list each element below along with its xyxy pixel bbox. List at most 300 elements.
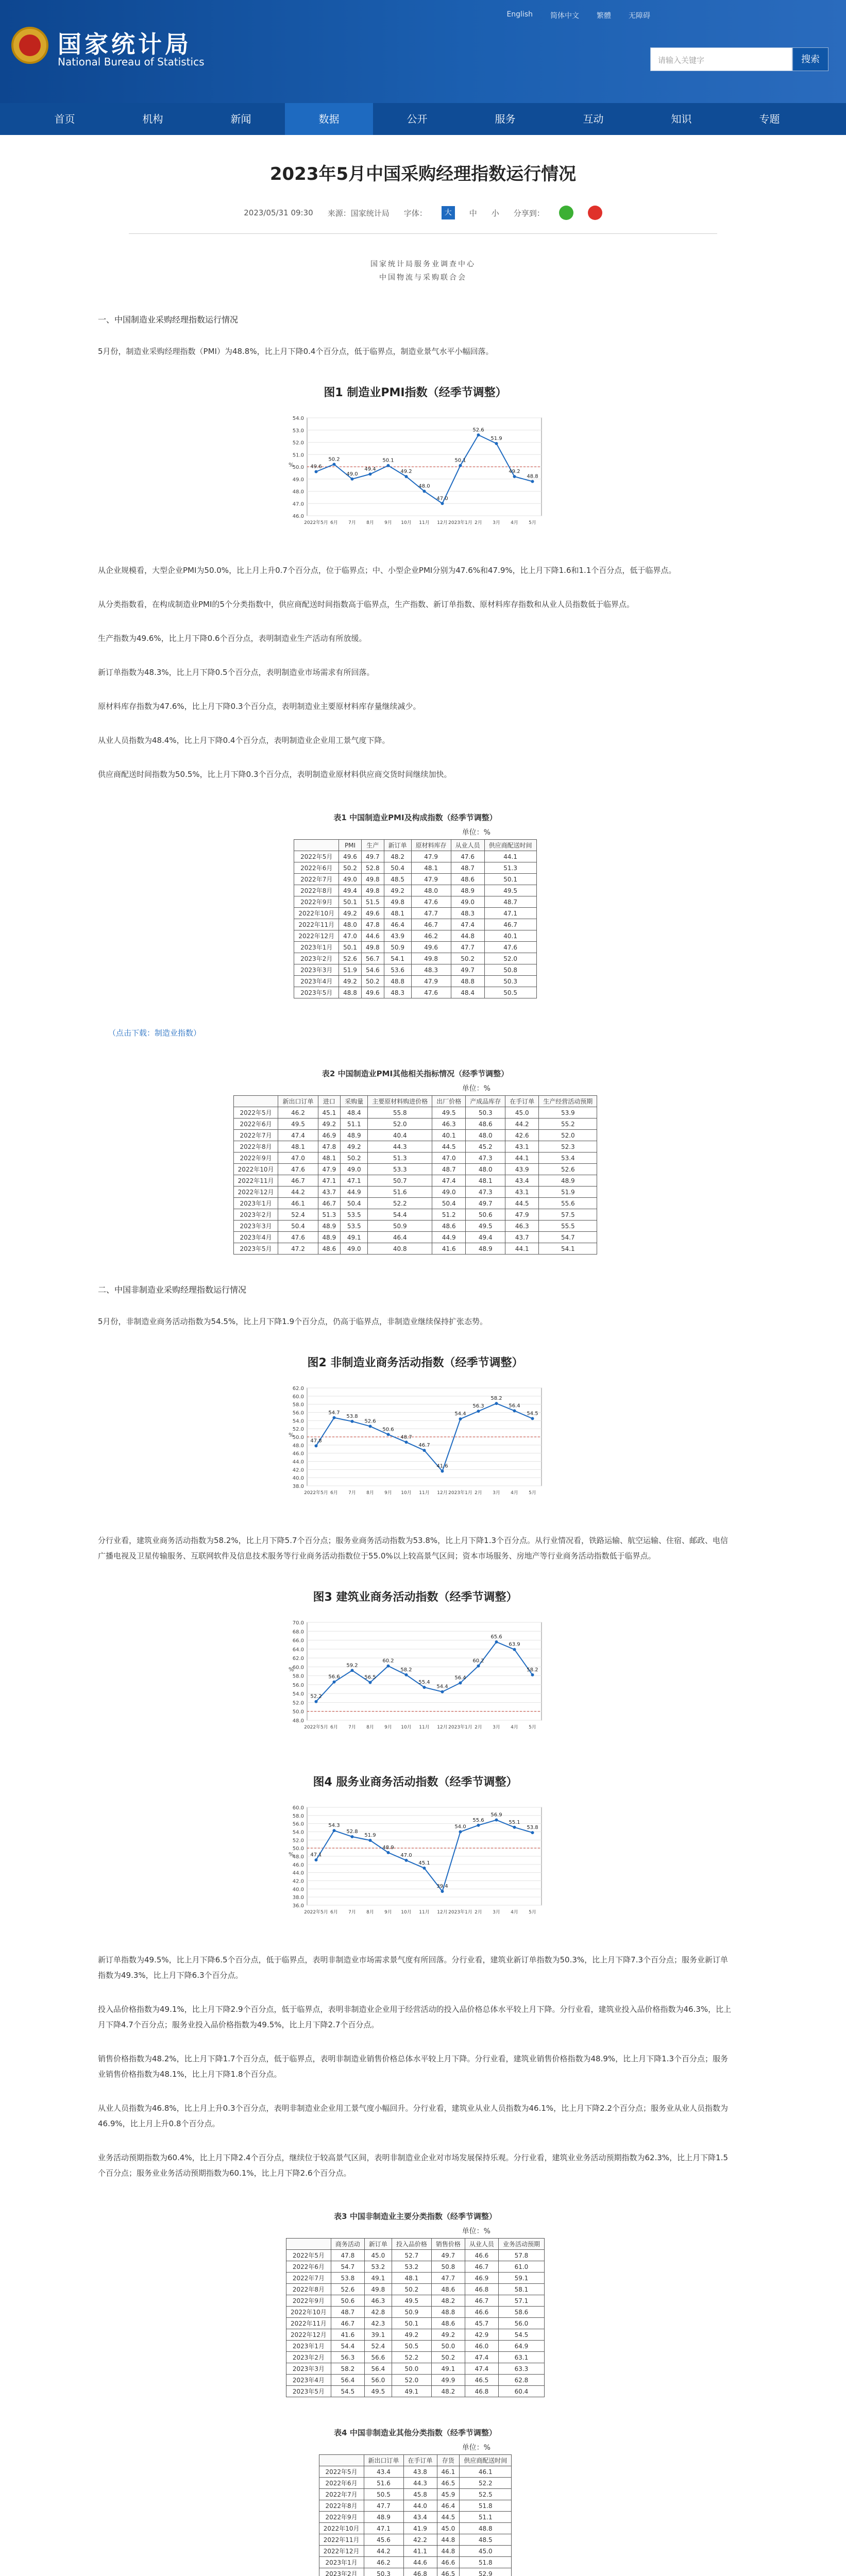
table-cell: 50.3 bbox=[484, 976, 536, 987]
table-row bbox=[233, 1107, 597, 1118]
table-cell: 53.4 bbox=[539, 1153, 597, 1164]
table-cell: 48.2 bbox=[431, 2386, 465, 2397]
data-point bbox=[441, 1470, 444, 1473]
table-cell: 49.8 bbox=[361, 874, 384, 885]
nav-public[interactable]: 公开 bbox=[407, 113, 428, 125]
x-tick-label: 8月 bbox=[366, 1490, 374, 1496]
table-row bbox=[286, 2273, 545, 2284]
table-cell: 2023年3月 bbox=[233, 1221, 278, 1232]
data-point bbox=[351, 1420, 354, 1423]
table-cell: 48.0 bbox=[411, 885, 451, 896]
table-header-cell bbox=[319, 2455, 364, 2466]
table-row bbox=[294, 942, 536, 953]
table-cell: 48.1 bbox=[278, 1141, 318, 1153]
data-label: 49.0 bbox=[346, 471, 358, 477]
download-link[interactable]: （点击下载：制造业指数） bbox=[108, 1028, 201, 1038]
data-point bbox=[495, 1819, 498, 1822]
y-tick-label: 50.0 bbox=[292, 1846, 304, 1852]
table-row bbox=[286, 2318, 545, 2329]
table-cell: 54.5 bbox=[498, 2329, 544, 2341]
table-cell: 49.7 bbox=[431, 2250, 465, 2261]
y-tick-label: 53.0 bbox=[292, 428, 304, 434]
table-cell: 52.2 bbox=[368, 1198, 432, 1209]
table-cell: 2023年2月 bbox=[233, 1209, 278, 1221]
table-cell: 49.7 bbox=[466, 1198, 505, 1209]
table-cell: 49.6 bbox=[361, 908, 384, 919]
table-row bbox=[319, 2568, 512, 2576]
table-row bbox=[319, 2500, 512, 2512]
table-cell: 51.5 bbox=[361, 896, 384, 908]
table-cell: 46.0 bbox=[465, 2341, 498, 2352]
table-header-cell bbox=[294, 840, 339, 851]
table-cell: 43.4 bbox=[505, 1175, 539, 1187]
table-cell: 44.8 bbox=[437, 2546, 460, 2557]
search-button[interactable]: 搜索 bbox=[792, 47, 828, 71]
table-cell: 50.6 bbox=[331, 2295, 364, 2307]
y-tick-label: 42.0 bbox=[292, 1878, 304, 1885]
data-point bbox=[405, 1673, 408, 1676]
x-tick-label: 12月 bbox=[437, 1910, 448, 1915]
data-point bbox=[387, 1851, 390, 1854]
table-cell: 43.1 bbox=[505, 1187, 539, 1198]
table-cell: 51.3 bbox=[484, 862, 536, 874]
table-cell: 49.0 bbox=[341, 1243, 368, 1255]
data-point bbox=[477, 433, 480, 436]
table-4-title: 表4 中国非制造业其他分类指数（经季节调整） bbox=[334, 2428, 497, 2437]
table-cell: 2023年4月 bbox=[294, 976, 339, 987]
y-tick-label: 50.0 bbox=[292, 1435, 304, 1440]
table-unit: 单位：% bbox=[462, 2227, 490, 2235]
table-cell: 49.0 bbox=[451, 896, 484, 908]
publish-date: 2023/05/31 09:30 bbox=[244, 208, 313, 217]
section-2-heading: 二、中国非制造业采购经理指数运行情况 bbox=[98, 1285, 247, 1295]
data-point bbox=[405, 1859, 408, 1862]
table-cell: 2023年1月 bbox=[294, 942, 339, 953]
y-tick-label: 52.0 bbox=[292, 1700, 304, 1706]
x-tick-label: 7月 bbox=[348, 520, 356, 526]
table-cell: 48.7 bbox=[451, 862, 484, 874]
table-cell: 53.2 bbox=[392, 2261, 431, 2273]
table-cell: 45.0 bbox=[364, 2250, 392, 2261]
paragraph: 生产指数为49.6%，比上月下降0.6个百分点，表明制造业生产活动有所放缓。 bbox=[98, 634, 367, 643]
link-simplified[interactable]: 简体中文 bbox=[550, 12, 579, 20]
data-label: 56.4 bbox=[454, 1675, 466, 1681]
table-header-cell: 供应商配送时间 bbox=[484, 840, 536, 851]
table-cell: 52.6 bbox=[339, 953, 362, 964]
y-tick-label: 48.0 bbox=[292, 489, 304, 495]
data-point bbox=[459, 1681, 462, 1684]
data-label: 51.9 bbox=[364, 1833, 376, 1839]
data-point bbox=[495, 1402, 498, 1405]
table-cell: 2022年10月 bbox=[286, 2307, 331, 2318]
data-label: 55.4 bbox=[418, 1680, 430, 1686]
wechat-share-icon[interactable] bbox=[559, 206, 573, 220]
national-emblem-icon bbox=[11, 27, 48, 64]
table-cell: 49.2 bbox=[431, 2329, 465, 2341]
y-tick-label: 50.0 bbox=[292, 1709, 304, 1715]
data-point bbox=[405, 475, 408, 478]
main-nav bbox=[0, 103, 846, 135]
table-row bbox=[233, 1175, 597, 1187]
table-cell: 51.3 bbox=[318, 1209, 341, 1221]
y-tick-label: 50.0 bbox=[292, 465, 304, 470]
table-row bbox=[286, 2341, 545, 2352]
font-small-button[interactable]: 小 bbox=[491, 208, 499, 218]
data-point bbox=[495, 1640, 498, 1643]
table-cell: 43.7 bbox=[505, 1232, 539, 1243]
table-cell: 44.2 bbox=[278, 1187, 318, 1198]
table-cell: 61.0 bbox=[498, 2261, 544, 2273]
table-cell: 47.1 bbox=[341, 1175, 368, 1187]
table-cell: 47.3 bbox=[466, 1187, 505, 1198]
table-cell: 43.1 bbox=[505, 1141, 539, 1153]
table-cell: 57.1 bbox=[498, 2295, 544, 2307]
nav-news[interactable]: 新闻 bbox=[230, 113, 251, 125]
table-cell: 47.7 bbox=[431, 2273, 465, 2284]
table-row bbox=[294, 885, 536, 896]
link-accessibility[interactable]: 无障碍 bbox=[629, 12, 650, 20]
table-cell: 49.4 bbox=[339, 885, 362, 896]
table-cell: 49.2 bbox=[339, 908, 362, 919]
table-cell: 55.8 bbox=[368, 1107, 432, 1118]
y-tick-label: 58.0 bbox=[292, 1402, 304, 1408]
table-cell: 64.9 bbox=[498, 2341, 544, 2352]
table-cell: 48.5 bbox=[460, 2534, 512, 2546]
y-tick-label: 64.0 bbox=[292, 1647, 304, 1653]
data-point bbox=[477, 1665, 480, 1668]
table-cell: 48.3 bbox=[451, 908, 484, 919]
data-label: 59.2 bbox=[346, 1663, 358, 1669]
data-label: 52.2 bbox=[310, 1693, 322, 1700]
table-cell: 49.8 bbox=[361, 885, 384, 896]
data-point bbox=[495, 442, 498, 445]
table-cell: 2023年1月 bbox=[319, 2557, 364, 2568]
data-label: 54.3 bbox=[328, 1823, 340, 1829]
data-point bbox=[531, 1673, 534, 1676]
table-cell: 49.2 bbox=[341, 1141, 368, 1153]
paragraph: 业务活动预期指数为60.4%，比上月下降2.4个百分点，继续位于较高景气区间，表明非制造业企业对市场发展保持乐观。分行业看，建筑业业务活动预期指数为62.3%，比上月下降1.5个百分点；服务业业务活动预期指数为60.1%，比上月下降2.6个百分点。 bbox=[98, 2153, 729, 2178]
paragraph: 投入品价格指数为49.1%，比上月下降2.9个百分点，低于临界点，表明非制造业企业用于经营活动的投入品价格总体水平较上月下降。分行业看，建筑业投入品价格指数为46.3%，比上月下降4.7个百分点；服务业投入品价格指数为49.5%，比上月下降2.7个百分点。 bbox=[98, 2005, 732, 2029]
x-tick-label: 10月 bbox=[401, 1910, 412, 1915]
x-tick-label: 9月 bbox=[384, 1490, 392, 1496]
table-cell: 58.6 bbox=[498, 2307, 544, 2318]
table-cell: 40.8 bbox=[368, 1243, 432, 1255]
x-tick-label: 7月 bbox=[348, 1910, 356, 1915]
table-cell: 2022年12月 bbox=[233, 1187, 278, 1198]
data-label: 50.1 bbox=[454, 457, 466, 464]
table-cell: 63.1 bbox=[498, 2352, 544, 2363]
table-cell: 47.9 bbox=[411, 874, 451, 885]
data-point bbox=[441, 1690, 444, 1693]
data-point bbox=[333, 1416, 336, 1419]
y-tick-label: 56.0 bbox=[292, 1682, 304, 1688]
table-cell: 2022年7月 bbox=[286, 2273, 331, 2284]
x-tick-label: 2023年1月 bbox=[448, 1490, 472, 1496]
table-cell: 47.1 bbox=[318, 1175, 341, 1187]
font-large-button[interactable]: 大 bbox=[442, 206, 455, 219]
data-label: 47.1 bbox=[310, 1852, 322, 1858]
table-cell: 52.2 bbox=[460, 2478, 512, 2489]
table-cell: 48.4 bbox=[341, 1107, 368, 1118]
y-axis-label: % bbox=[289, 1432, 294, 1438]
table-cell: 47.7 bbox=[451, 942, 484, 953]
table-cell: 59.1 bbox=[498, 2273, 544, 2284]
nav-knowledge[interactable]: 知识 bbox=[671, 113, 692, 125]
x-tick-label: 10月 bbox=[401, 1725, 412, 1730]
table-cell: 2022年6月 bbox=[319, 2478, 364, 2489]
table-cell: 50.0 bbox=[431, 2341, 465, 2352]
x-tick-label: 11月 bbox=[419, 1725, 430, 1730]
data-label: 50.1 bbox=[382, 457, 394, 464]
table-cell: 49.4 bbox=[466, 1232, 505, 1243]
table-cell: 46.4 bbox=[437, 2500, 460, 2512]
table-cell: 46.5 bbox=[437, 2478, 460, 2489]
data-point bbox=[531, 1831, 534, 1834]
table-cell: 44.3 bbox=[403, 2478, 437, 2489]
x-tick-label: 5月 bbox=[529, 1490, 536, 1496]
table-header-cell: 供应商配送时间 bbox=[460, 2455, 512, 2466]
data-point bbox=[423, 1867, 426, 1870]
table-row bbox=[294, 964, 536, 976]
table-cell: 2023年5月 bbox=[286, 2386, 331, 2397]
y-tick-label: 51.0 bbox=[292, 452, 304, 459]
table-cell: 48.7 bbox=[331, 2307, 364, 2318]
table-cell: 49.5 bbox=[392, 2295, 431, 2307]
table-cell: 2022年5月 bbox=[319, 2466, 364, 2478]
data-label: 52.6 bbox=[472, 427, 484, 433]
table-cell: 54.4 bbox=[331, 2341, 364, 2352]
table-header-cell: 在手订单 bbox=[403, 2455, 437, 2466]
table-cell: 2022年5月 bbox=[286, 2250, 331, 2261]
chart-4-title: 图4 服务业商务活动指数（经季节调整） bbox=[313, 1776, 518, 1789]
y-axis-label: % bbox=[289, 462, 294, 468]
table-cell: 2022年8月 bbox=[319, 2500, 364, 2512]
table-cell: 50.6 bbox=[466, 1209, 505, 1221]
table-unit: 单位：% bbox=[462, 828, 490, 837]
table-cell: 52.8 bbox=[361, 862, 384, 874]
search-input[interactable]: 请输入关键字 bbox=[650, 47, 792, 71]
table-cell: 56.0 bbox=[364, 2375, 392, 2386]
data-point bbox=[369, 1839, 372, 1842]
font-medium-button[interactable]: 中 bbox=[469, 208, 477, 218]
table-cell: 52.0 bbox=[484, 953, 536, 964]
table-row bbox=[319, 2512, 512, 2523]
table-cell: 47.9 bbox=[318, 1164, 341, 1175]
table-row bbox=[286, 2375, 545, 2386]
table-header-cell: 销售价格 bbox=[431, 2239, 465, 2250]
table-cell: 45.0 bbox=[505, 1107, 539, 1118]
y-axis-label: % bbox=[289, 1666, 294, 1673]
table-cell: 48.1 bbox=[392, 2273, 431, 2284]
table-cell: 43.9 bbox=[505, 1164, 539, 1175]
table-cell: 46.8 bbox=[403, 2568, 437, 2576]
data-label: 52.6 bbox=[364, 1418, 376, 1425]
data-point bbox=[441, 502, 444, 505]
table-cell: 48.1 bbox=[384, 908, 411, 919]
y-tick-label: 42.0 bbox=[292, 1467, 304, 1473]
table-cell: 42.6 bbox=[505, 1130, 539, 1141]
x-tick-label: 8月 bbox=[366, 520, 374, 526]
table-cell: 47.6 bbox=[484, 942, 536, 953]
table-cell: 50.9 bbox=[384, 942, 411, 953]
paragraph: 5月份，非制造业商务活动指数为54.5%，比上月下降1.9个百分点，仍高于临界点，非制造业继续保持扩张态势。 bbox=[98, 1317, 488, 1326]
table-cell: 53.5 bbox=[341, 1209, 368, 1221]
data-label: 55.1 bbox=[509, 1819, 520, 1825]
table-cell: 47.9 bbox=[411, 976, 451, 987]
table-cell: 51.6 bbox=[368, 1187, 432, 1198]
data-label: 58.2 bbox=[527, 1667, 538, 1673]
data-point bbox=[405, 1440, 408, 1444]
table-header-cell: 新出口订单 bbox=[364, 2455, 403, 2466]
table-cell: 53.5 bbox=[341, 1221, 368, 1232]
article-source: 来源：国家统计局 bbox=[327, 208, 390, 218]
table-cell: 56.6 bbox=[364, 2352, 392, 2363]
table-cell: 2023年4月 bbox=[286, 2375, 331, 2386]
table-cell: 49.8 bbox=[411, 953, 451, 964]
link-traditional[interactable]: 繁體 bbox=[597, 12, 611, 20]
table-cell: 49.8 bbox=[361, 942, 384, 953]
table-cell: 44.1 bbox=[484, 851, 536, 862]
table-cell: 63.3 bbox=[498, 2363, 544, 2375]
section-1-heading: 一、中国制造业采购经理指数运行情况 bbox=[98, 315, 239, 325]
weibo-share-icon[interactable] bbox=[588, 206, 602, 220]
table-cell: 50.5 bbox=[392, 2341, 431, 2352]
table-cell: 48.8 bbox=[431, 2307, 465, 2318]
article-body bbox=[0, 313, 846, 2576]
x-tick-label: 3月 bbox=[493, 1725, 500, 1730]
table-cell: 46.4 bbox=[384, 919, 411, 930]
data-label: 54.7 bbox=[328, 1410, 340, 1416]
chart-3-title: 图3 建筑业商务活动指数（经季节调整） bbox=[313, 1591, 518, 1604]
table-cell: 48.6 bbox=[431, 2284, 465, 2295]
table-header-cell bbox=[286, 2239, 331, 2250]
table-cell: 47.0 bbox=[432, 1153, 466, 1164]
data-label: 48.8 bbox=[527, 473, 538, 480]
table-cell: 40.4 bbox=[368, 1130, 432, 1141]
table-cell: 2022年6月 bbox=[286, 2261, 331, 2273]
table-cell: 52.7 bbox=[392, 2250, 431, 2261]
table-cell: 2023年3月 bbox=[294, 964, 339, 976]
data-label: 56.9 bbox=[490, 1812, 502, 1818]
table-cell: 50.9 bbox=[368, 1221, 432, 1232]
data-point bbox=[441, 1890, 444, 1893]
table-cell: 47.9 bbox=[411, 851, 451, 862]
nav-home[interactable]: 首页 bbox=[54, 113, 75, 125]
table-cell: 48.2 bbox=[384, 851, 411, 862]
nav-data[interactable]: 数据 bbox=[285, 103, 373, 135]
table-cell: 51.9 bbox=[539, 1187, 597, 1198]
table-cell: 47.8 bbox=[361, 919, 384, 930]
table-cell: 49.2 bbox=[384, 885, 411, 896]
nav-topics[interactable]: 专题 bbox=[759, 113, 780, 125]
table-cell: 48.9 bbox=[451, 885, 484, 896]
table-row bbox=[233, 1221, 597, 1232]
x-tick-label: 9月 bbox=[384, 520, 392, 526]
x-tick-label: 7月 bbox=[348, 1725, 356, 1730]
y-tick-label: 54.0 bbox=[292, 1418, 304, 1425]
data-point bbox=[513, 1826, 516, 1829]
table-cell: 47.0 bbox=[339, 930, 362, 942]
table-cell: 44.2 bbox=[364, 2546, 403, 2557]
table-row bbox=[233, 1198, 597, 1209]
table-cell: 49.5 bbox=[278, 1118, 318, 1130]
nav-organization[interactable]: 机构 bbox=[142, 113, 163, 125]
table-cell: 48.8 bbox=[460, 2523, 512, 2534]
data-point bbox=[531, 1417, 534, 1420]
table-cell: 49.5 bbox=[432, 1107, 466, 1118]
data-point bbox=[423, 490, 426, 493]
nav-interaction[interactable]: 互动 bbox=[583, 113, 604, 125]
table-cell: 2023年1月 bbox=[286, 2341, 331, 2352]
paragraph: 新订单指数为49.5%，比上月下降6.5个百分点，低于临界点，表明非制造业市场需求景气度有所回落。分行业看，建筑业新订单指数为50.3%，比上月下降7.3个百分点；服务业新订单指数为49.3%，比上月下降6.3个百分点。 bbox=[98, 1955, 729, 1980]
table-cell: 53.9 bbox=[539, 1107, 597, 1118]
table-cell: 53.3 bbox=[368, 1164, 432, 1175]
logo-cn[interactable]: 国家统计局 bbox=[58, 30, 192, 58]
table-header-cell: PMI bbox=[339, 840, 362, 851]
table-cell: 54.1 bbox=[384, 953, 411, 964]
table-cell: 50.1 bbox=[484, 874, 536, 885]
table-cell: 2022年12月 bbox=[294, 930, 339, 942]
table-cell: 2023年5月 bbox=[294, 987, 339, 998]
table-cell: 46.7 bbox=[465, 2295, 498, 2307]
table-cell: 48.6 bbox=[432, 1221, 466, 1232]
y-tick-label: 62.0 bbox=[292, 1656, 304, 1662]
x-tick-label: 11月 bbox=[419, 520, 430, 526]
link-english[interactable]: English bbox=[506, 10, 533, 19]
table-cell: 48.9 bbox=[341, 1130, 368, 1141]
x-tick-label: 4月 bbox=[511, 1725, 518, 1730]
table-header-cell: 采购量 bbox=[341, 1096, 368, 1107]
data-label: 60.2 bbox=[382, 1658, 394, 1664]
table-cell: 56.0 bbox=[498, 2318, 544, 2329]
chart-4-services bbox=[281, 1800, 549, 1934]
data-label: 49.4 bbox=[364, 466, 376, 472]
table-header-cell: 主要原材料购进价格 bbox=[368, 1096, 432, 1107]
table-cell: 48.8 bbox=[451, 976, 484, 987]
x-tick-label: 10月 bbox=[401, 520, 412, 526]
table-cell: 40.1 bbox=[432, 1130, 466, 1141]
table-cell: 49.5 bbox=[484, 885, 536, 896]
data-point bbox=[351, 1669, 354, 1672]
table-cell: 44.1 bbox=[505, 1153, 539, 1164]
table-cell: 2022年9月 bbox=[294, 896, 339, 908]
x-tick-label: 4月 bbox=[511, 520, 518, 526]
table-row bbox=[294, 919, 536, 930]
table-cell: 52.6 bbox=[539, 1164, 597, 1175]
table-cell: 42.9 bbox=[465, 2329, 498, 2341]
table-cell: 47.8 bbox=[331, 2250, 364, 2261]
table-cell: 48.8 bbox=[384, 976, 411, 987]
table-cell: 58.2 bbox=[331, 2363, 364, 2375]
table-cell: 44.5 bbox=[437, 2512, 460, 2523]
x-tick-label: 5月 bbox=[529, 1725, 536, 1730]
table-row bbox=[294, 896, 536, 908]
article-title: 2023年5月中国采购经理指数运行情况 bbox=[269, 164, 577, 184]
agency-cflp: 中国物流与采购联合会 bbox=[379, 274, 467, 282]
x-tick-label: 12月 bbox=[437, 1490, 448, 1496]
data-point bbox=[333, 1681, 336, 1684]
table-cell: 49.0 bbox=[339, 874, 362, 885]
table-cell: 46.3 bbox=[505, 1221, 539, 1232]
x-tick-label: 2月 bbox=[475, 1490, 482, 1496]
data-label: 39.4 bbox=[436, 1884, 448, 1890]
table-cell: 52.4 bbox=[278, 1209, 318, 1221]
logo-en[interactable]: National Bureau of Statistics bbox=[58, 56, 205, 68]
font-size-label: 字体： bbox=[403, 208, 427, 218]
table-cell: 52.5 bbox=[460, 2489, 512, 2500]
nav-service[interactable]: 服务 bbox=[495, 113, 516, 125]
data-label: 54.4 bbox=[454, 1411, 466, 1417]
